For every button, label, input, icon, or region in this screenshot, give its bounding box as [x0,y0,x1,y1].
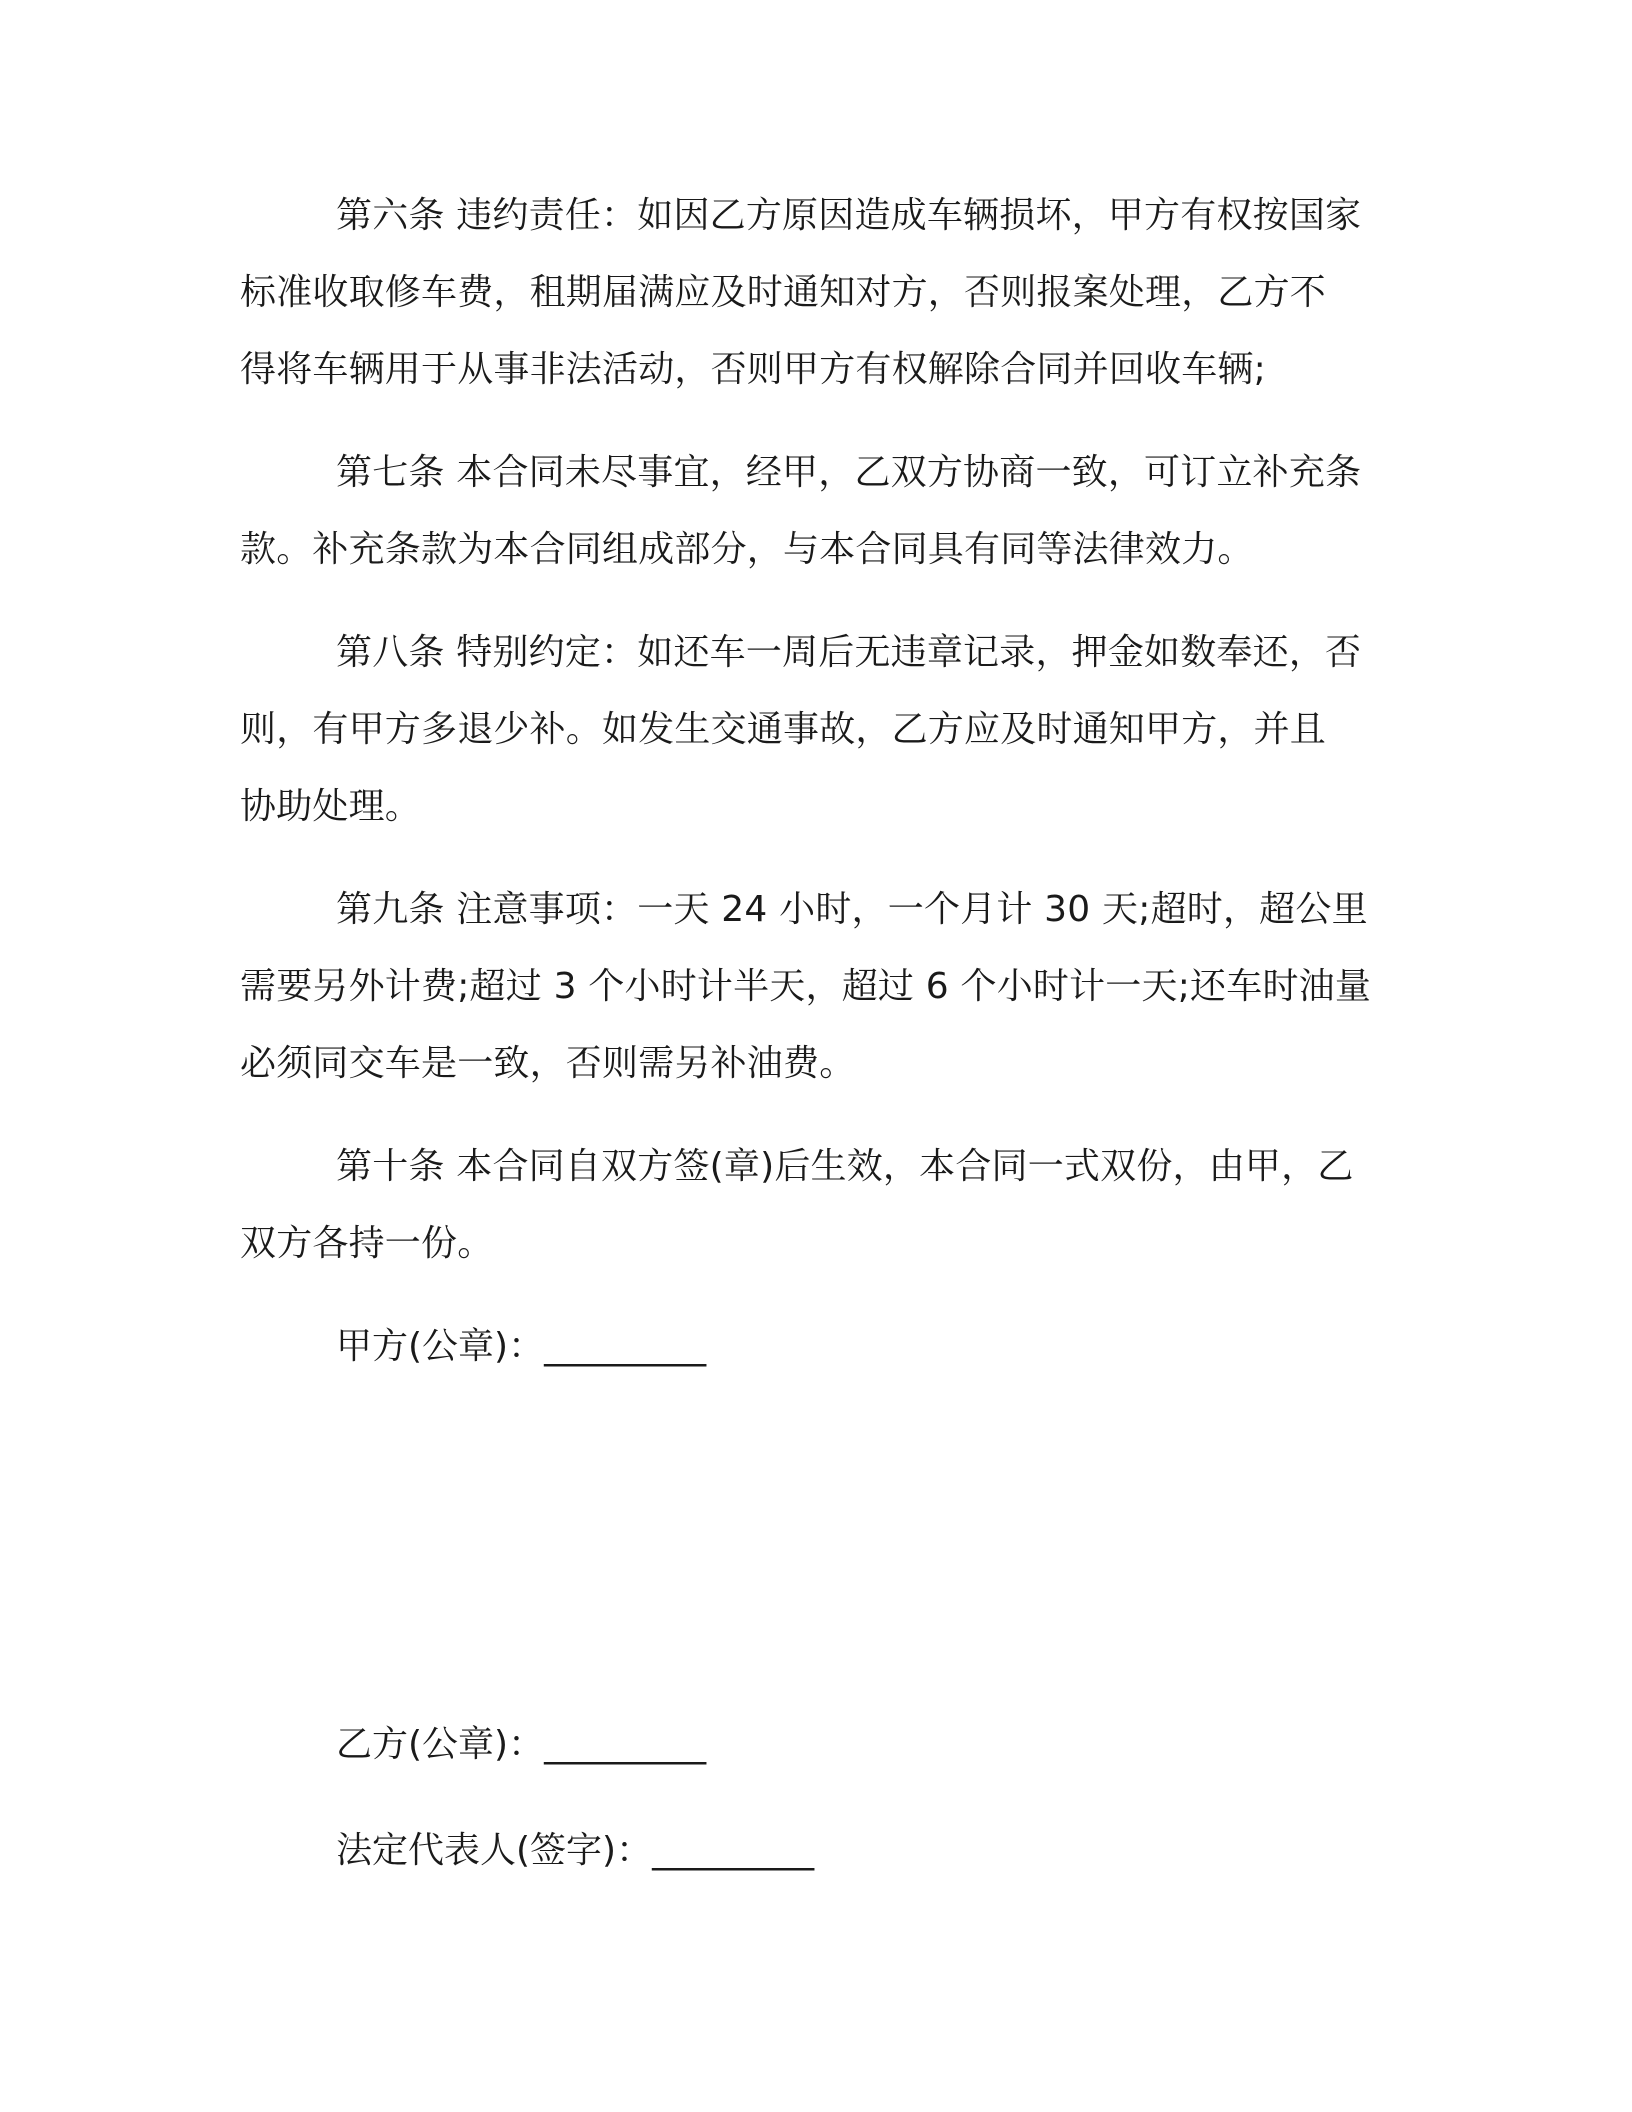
party-b-blank: _________ [544,1724,707,1765]
article-6 [240,177,1390,408]
article-9-line-2: 需要另外计费;超过 3 个小时计半天，超过 6 个小时计一天;还车时油量 [240,966,1372,1007]
legal-representative-signature [336,1812,814,1889]
party-b-signature [336,1706,706,1783]
article-10-line-1: 第十条 本合同自双方签(章)后生效，本合同一式双份，由甲，乙 [336,1146,1354,1187]
article-8-line-2: 则，有甲方多退少补。如发生交通事故，乙方应及时通知甲方，并且 [240,709,1327,750]
article-7 [240,434,1390,588]
article-6-line-1: 第六条 违约责任：如因乙方原因造成车辆损坏，甲方有权按国家 [336,195,1362,236]
article-6-line-2: 标准收取修车费，租期届满应及时通知对方，否则报案处理，乙方不 [240,272,1327,313]
party-b-label: 乙方(公章)： [336,1724,545,1765]
article-9 [240,871,1390,1102]
article-7-line-1: 第七条 本合同未尽事宜，经甲，乙双方协商一致，可订立补充条 [336,452,1362,493]
article-8-line-3: 协助处理。 [240,786,422,827]
article-7-line-2: 款。补充条款为本合同组成部分，与本合同具有同等法律效力。 [240,529,1254,570]
article-6-line-3: 得将车辆用于从事非法活动，否则甲方有权解除合同并回收车辆; [240,349,1266,390]
party-a-signature [336,1308,706,1385]
legal-rep-blank: _________ [652,1830,815,1871]
legal-rep-label: 法定代表人(签字)： [336,1830,653,1871]
article-9-line-1: 第九条 注意事项：一天 24 小时，一个月计 30 天;超时，超公里 [336,889,1368,930]
article-8 [240,614,1390,845]
party-a-label: 甲方(公章)： [336,1326,545,1367]
article-9-line-3: 必须同交车是一致，否则需另补油费。 [240,1043,856,1084]
article-10-line-2: 双方各持一份。 [240,1223,494,1264]
article-10 [240,1128,1390,1282]
party-a-blank: _________ [544,1326,707,1367]
article-8-line-1: 第八条 特别约定：如还车一周后无违章记录，押金如数奉还，否 [336,632,1362,673]
